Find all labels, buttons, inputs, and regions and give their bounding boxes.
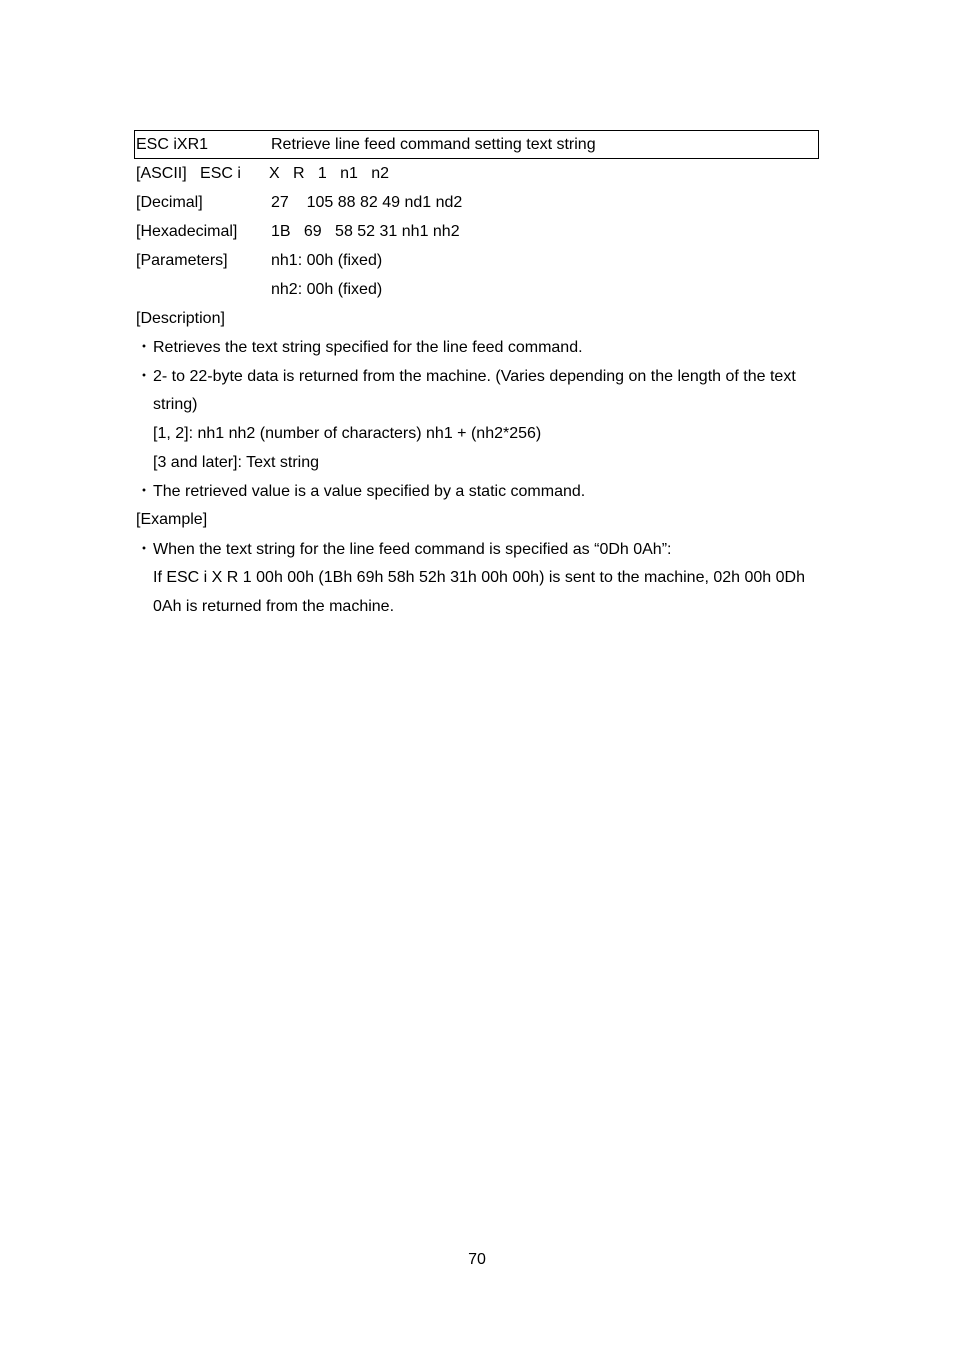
example-line-3: 0Ah is returned from the machine. [153,598,395,615]
bullet-mark: ・ [136,339,153,356]
bullet-mark: ・ [136,368,153,385]
parameters-label: [Parameters] [136,252,228,269]
ascii-label: [ASCII] ESC i [136,165,241,182]
bullet-mark: ・ [136,541,153,558]
decimal-row [136,192,463,214]
hexadecimal-label: [Hexadecimal] [136,223,238,240]
parameter-nh2: nh2: 00h (fixed) [271,281,383,298]
command-name: ESC iXR1 [136,136,209,153]
example-bullet-1: When the text string for the line feed command is specified as “0Dh 0Ah”: [153,541,672,558]
command-header [136,134,596,156]
ascii-row [136,163,390,185]
description-bullet-2-cont: string) [153,396,198,413]
hexadecimal-value: 1B 69 58 52 31 nh1 nh2 [271,223,460,240]
bullet-mark: ・ [136,483,153,500]
decimal-value: 27 105 88 82 49 nd1 nd2 [271,194,463,211]
parameters-row [136,250,383,272]
example-heading: [Example] [136,511,208,528]
ascii-value: X R 1 n1 n2 [269,165,390,182]
description-bullet-1: Retrieves the text string specified for the line feed command. [153,339,583,356]
description-heading: [Description] [136,310,225,327]
parameter-nh1: nh1: 00h (fixed) [271,252,383,269]
description-bullet-2: 2- to 22-byte data is returned from the machine. (Varies depending on the length of the text [153,368,796,385]
example-line-2: If ESC i X R 1 00h 00h (1Bh 69h 58h 52h 31h 00h 00h) is sent to the machine, 02h 00h 0Dh [153,569,805,586]
description-sub-1: [1, 2]: nh1 nh2 (number of characters) nh1 + (nh2*256) [153,425,542,442]
decimal-label: [Decimal] [136,194,203,211]
description-bullet-3: The retrieved value is a value specified by a static command. [153,483,586,500]
description-sub-2: [3 and later]: Text string [153,454,320,471]
hexadecimal-row [136,221,460,243]
page-number: 70 [468,1251,486,1268]
command-title: Retrieve line feed command setting text string [271,136,596,153]
